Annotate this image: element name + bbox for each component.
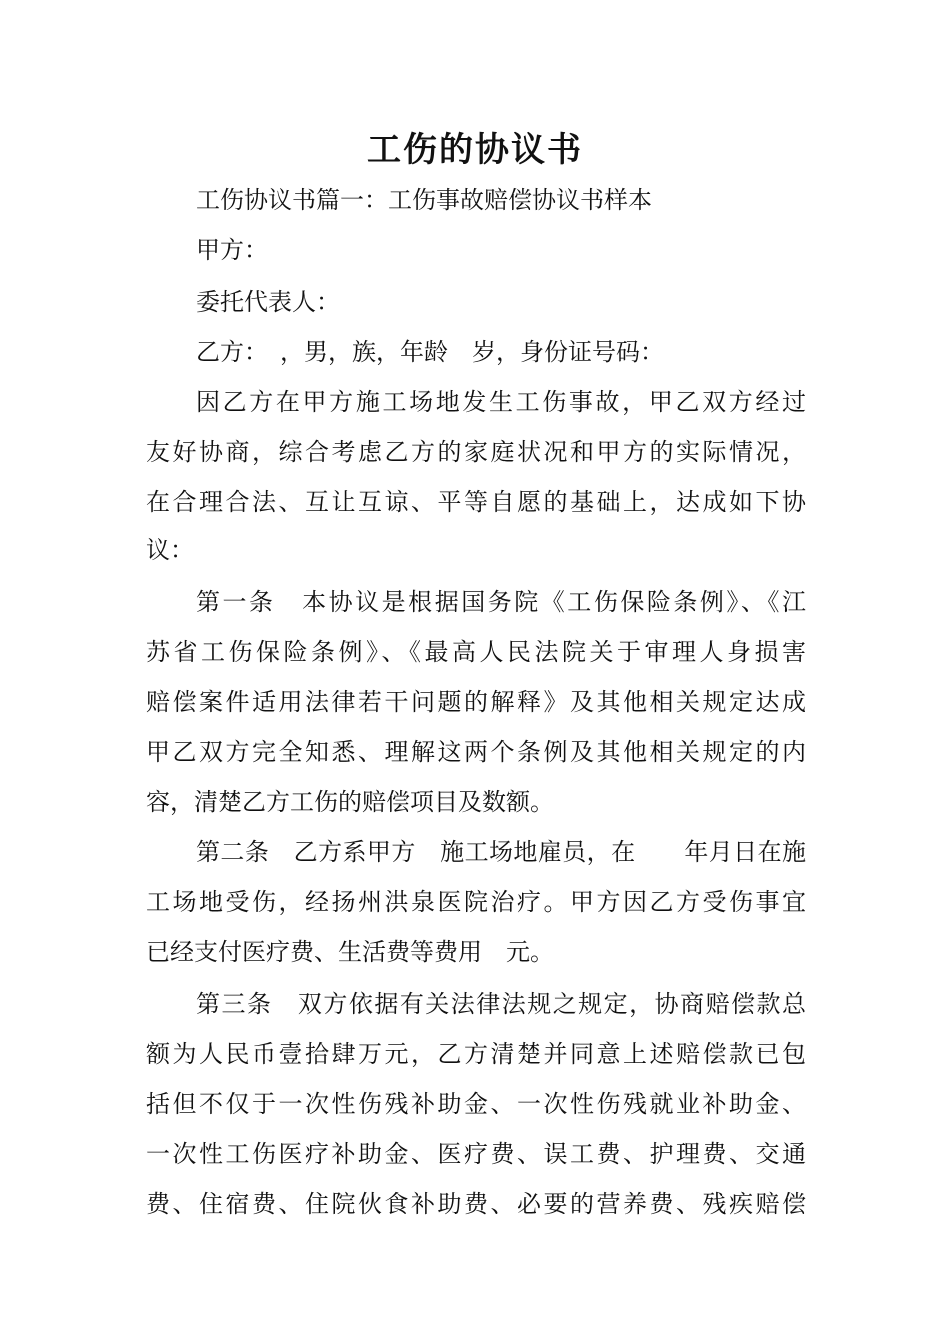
paragraph-line: 苏省工伤保险条例》、《最高人民法院关于审理人身损害 — [146, 638, 806, 666]
paragraph-line: 友好协商，综合考虑乙方的家庭状况和甲方的实际情况， — [146, 438, 806, 466]
paragraph-line: 已经支付医疗费、生活费等费用 元。 — [146, 938, 554, 966]
paragraph-line: 工场地受伤，经扬州洪泉医院治疗。甲方因乙方受伤事宜 — [146, 888, 806, 916]
representative-line: 委托代表人： — [196, 288, 340, 316]
article-two-line: 第二条 乙方系甲方 施工场地雇员，在 年月日在施 — [196, 838, 806, 866]
paragraph-line: 议： — [146, 536, 194, 564]
article-one-line: 第一条 本协议是根据国务院《工伤保险条例》、《江 — [196, 588, 806, 616]
paragraph-line: 在合理合法、互让互谅、平等自愿的基础上，达成如下协 — [146, 488, 806, 516]
paragraph-line: 容，清楚乙方工伤的赔偿项目及数额。 — [146, 788, 554, 816]
party-a-line: 甲方： — [196, 236, 268, 264]
subtitle-line: 工伤协议书篇一：工伤事故赔偿协议书样本 — [196, 186, 652, 214]
paragraph-line: 甲乙双方完全知悉、理解这两个条例及其他相关规定的内 — [146, 738, 806, 766]
paragraph-line: 一次性工伤医疗补助金、医疗费、误工费、护理费、交通 — [146, 1140, 806, 1168]
document-title: 工伤的协议书 — [367, 130, 583, 170]
article-three-line: 第三条 双方依据有关法律法规之规定，协商赔偿款总 — [196, 990, 806, 1018]
paragraph-line: 额为人民币壹拾肆万元，乙方清楚并同意上述赔偿款已包 — [146, 1040, 806, 1068]
paragraph-line: 因乙方在甲方施工场地发生工伤事故，甲乙双方经过 — [196, 388, 806, 416]
paragraph-line: 费、住宿费、住院伙食补助费、必要的营养费、残疾赔偿 — [146, 1190, 806, 1218]
party-b-line: 乙方： ，男，族，年龄 岁，身份证号码： — [196, 338, 664, 366]
paragraph-line: 赔偿案件适用法律若干问题的解释》及其他相关规定达成 — [146, 688, 806, 716]
paragraph-line: 括但不仅于一次性伤残补助金、一次性伤残就业补助金、 — [146, 1090, 806, 1118]
